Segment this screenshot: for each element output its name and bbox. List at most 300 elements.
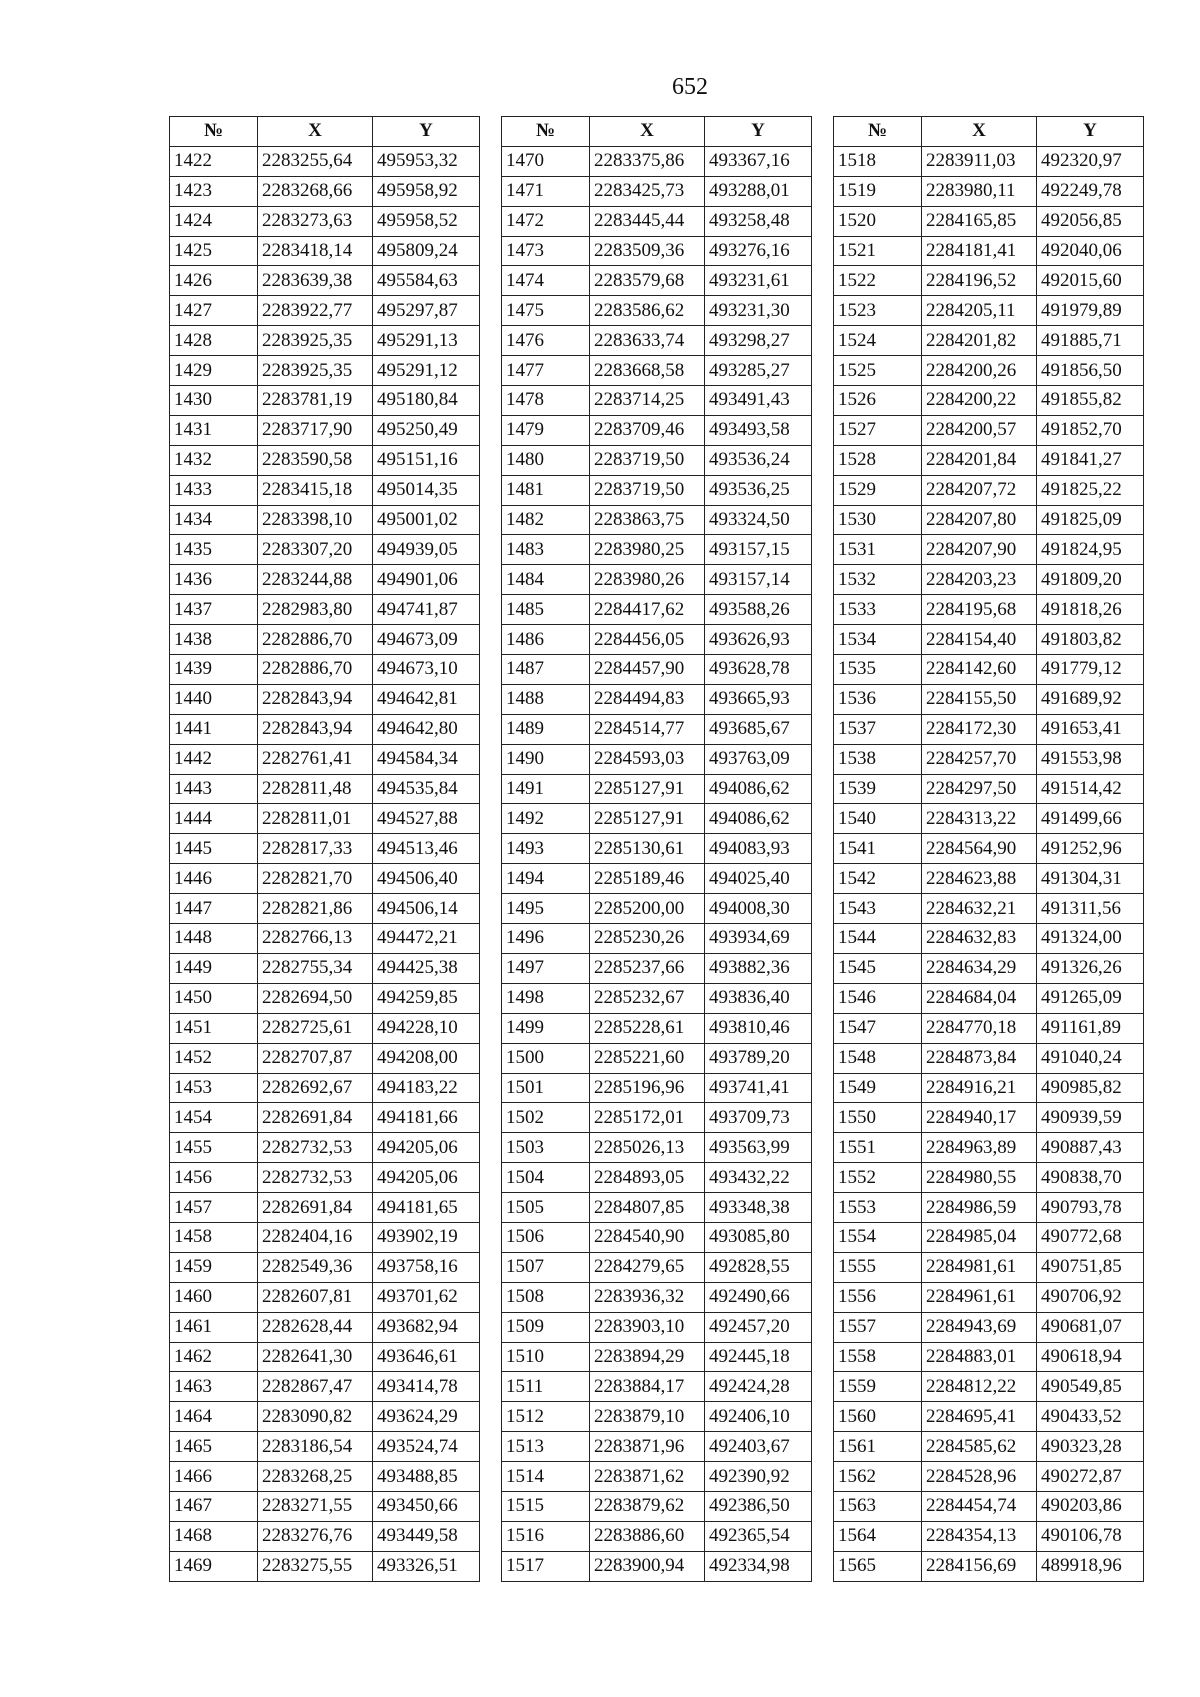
cell-number: 1477 bbox=[502, 356, 590, 386]
cell-x: 2283900,94 bbox=[590, 1551, 705, 1581]
cell-x: 2284883,01 bbox=[922, 1342, 1037, 1372]
cell-x: 2282766,13 bbox=[258, 924, 373, 954]
cell-y: 491824,95 bbox=[1037, 535, 1144, 565]
cell-number: 1441 bbox=[170, 714, 258, 744]
cell-number: 1561 bbox=[834, 1432, 922, 1462]
table-row bbox=[170, 1043, 480, 1073]
table-row bbox=[502, 1402, 812, 1432]
table-row bbox=[502, 1282, 812, 1312]
table-header-row bbox=[502, 117, 812, 147]
cell-y: 493624,29 bbox=[373, 1402, 480, 1432]
cell-y: 490681,07 bbox=[1037, 1312, 1144, 1342]
cell-number: 1563 bbox=[834, 1491, 922, 1521]
cell-x: 2284195,68 bbox=[922, 595, 1037, 625]
cell-y: 493836,40 bbox=[705, 983, 812, 1013]
cell-x: 2285230,26 bbox=[590, 924, 705, 954]
cell-number: 1470 bbox=[502, 146, 590, 176]
cell-x: 2283425,73 bbox=[590, 176, 705, 206]
cell-number: 1430 bbox=[170, 386, 258, 416]
cell-x: 2284181,41 bbox=[922, 236, 1037, 266]
table-row bbox=[834, 744, 1144, 774]
cell-x: 2284873,84 bbox=[922, 1043, 1037, 1073]
cell-y: 494584,34 bbox=[373, 744, 480, 774]
table-row bbox=[834, 1312, 1144, 1342]
cell-y: 490838,70 bbox=[1037, 1163, 1144, 1193]
cell-x: 2283714,25 bbox=[590, 386, 705, 416]
cell-y: 494673,10 bbox=[373, 655, 480, 685]
cell-x: 2284684,04 bbox=[922, 983, 1037, 1013]
cell-x: 2283273,63 bbox=[258, 206, 373, 236]
cell-number: 1496 bbox=[502, 924, 590, 954]
cell-x: 2285127,91 bbox=[590, 804, 705, 834]
cell-y: 492365,54 bbox=[705, 1521, 812, 1551]
cell-x: 2283633,74 bbox=[590, 326, 705, 356]
cell-x: 2284417,62 bbox=[590, 595, 705, 625]
cell-number: 1428 bbox=[170, 326, 258, 356]
table-row bbox=[834, 1402, 1144, 1432]
cell-x: 2282691,84 bbox=[258, 1193, 373, 1223]
cell-y: 493324,50 bbox=[705, 505, 812, 535]
cell-x: 2284916,21 bbox=[922, 1073, 1037, 1103]
table-row bbox=[170, 1462, 480, 1492]
cell-number: 1469 bbox=[170, 1551, 258, 1581]
cell-x: 2285228,61 bbox=[590, 1013, 705, 1043]
cell-y: 494506,40 bbox=[373, 864, 480, 894]
cell-x: 2282817,33 bbox=[258, 834, 373, 864]
cell-x: 2283418,14 bbox=[258, 236, 373, 266]
cell-number: 1484 bbox=[502, 565, 590, 595]
cell-y: 491825,09 bbox=[1037, 505, 1144, 535]
cell-number: 1478 bbox=[502, 386, 590, 416]
cell-y: 494535,84 bbox=[373, 774, 480, 804]
cell-x: 2284695,41 bbox=[922, 1402, 1037, 1432]
cell-number: 1443 bbox=[170, 774, 258, 804]
cell-number: 1456 bbox=[170, 1163, 258, 1193]
cell-x: 2282755,34 bbox=[258, 953, 373, 983]
cell-number: 1558 bbox=[834, 1342, 922, 1372]
cell-number: 1506 bbox=[502, 1222, 590, 1252]
cell-x: 2284200,26 bbox=[922, 356, 1037, 386]
table-row bbox=[834, 1462, 1144, 1492]
table-row bbox=[170, 864, 480, 894]
cell-y: 494259,85 bbox=[373, 983, 480, 1013]
cell-number: 1439 bbox=[170, 655, 258, 685]
cell-y: 494901,06 bbox=[373, 565, 480, 595]
table-row bbox=[834, 445, 1144, 475]
table-row bbox=[502, 1222, 812, 1252]
header-number: № bbox=[170, 117, 258, 147]
cell-number: 1552 bbox=[834, 1163, 922, 1193]
cell-y: 493367,16 bbox=[705, 146, 812, 176]
cell-number: 1523 bbox=[834, 296, 922, 326]
cell-y: 493414,78 bbox=[373, 1372, 480, 1402]
cell-number: 1533 bbox=[834, 595, 922, 625]
cell-y: 493701,62 bbox=[373, 1282, 480, 1312]
cell-x: 2284963,89 bbox=[922, 1133, 1037, 1163]
cell-y: 494086,62 bbox=[705, 804, 812, 834]
cell-number: 1514 bbox=[502, 1462, 590, 1492]
table-row bbox=[170, 1312, 480, 1342]
cell-y: 493758,16 bbox=[373, 1252, 480, 1282]
table-row bbox=[170, 983, 480, 1013]
table-row bbox=[834, 655, 1144, 685]
cell-x: 2282607,81 bbox=[258, 1282, 373, 1312]
table-row bbox=[834, 176, 1144, 206]
cell-y: 493085,80 bbox=[705, 1222, 812, 1252]
cell-y: 495953,32 bbox=[373, 146, 480, 176]
cell-x: 2284456,05 bbox=[590, 625, 705, 655]
page-number: 652 bbox=[672, 74, 708, 100]
table-header-row bbox=[170, 117, 480, 147]
cell-x: 2285130,61 bbox=[590, 834, 705, 864]
cell-x: 2283590,58 bbox=[258, 445, 373, 475]
cell-number: 1495 bbox=[502, 894, 590, 924]
cell-y: 489918,96 bbox=[1037, 1551, 1144, 1581]
cell-y: 490751,85 bbox=[1037, 1252, 1144, 1282]
table-row bbox=[170, 834, 480, 864]
table-row bbox=[502, 864, 812, 894]
cell-x: 2282732,53 bbox=[258, 1133, 373, 1163]
header-y: Y bbox=[705, 117, 812, 147]
cell-x: 2283415,18 bbox=[258, 475, 373, 505]
cell-x: 2285189,46 bbox=[590, 864, 705, 894]
cell-y: 491040,24 bbox=[1037, 1043, 1144, 1073]
cell-x: 2284155,50 bbox=[922, 684, 1037, 714]
table-row bbox=[170, 505, 480, 535]
cell-number: 1564 bbox=[834, 1521, 922, 1551]
cell-x: 2283586,62 bbox=[590, 296, 705, 326]
cell-x: 2284961,61 bbox=[922, 1282, 1037, 1312]
cell-number: 1453 bbox=[170, 1073, 258, 1103]
cell-x: 2284494,83 bbox=[590, 684, 705, 714]
cell-number: 1440 bbox=[170, 684, 258, 714]
cell-y: 495001,02 bbox=[373, 505, 480, 535]
cell-number: 1510 bbox=[502, 1342, 590, 1372]
table-row bbox=[834, 924, 1144, 954]
cell-y: 492249,78 bbox=[1037, 176, 1144, 206]
cell-x: 2284201,84 bbox=[922, 445, 1037, 475]
table-row bbox=[502, 1521, 812, 1551]
cell-y: 494208,00 bbox=[373, 1043, 480, 1073]
cell-y: 495151,16 bbox=[373, 445, 480, 475]
cell-x: 2284770,18 bbox=[922, 1013, 1037, 1043]
cell-x: 2283925,35 bbox=[258, 326, 373, 356]
table-row bbox=[170, 953, 480, 983]
table-row bbox=[502, 953, 812, 983]
cell-x: 2284207,72 bbox=[922, 475, 1037, 505]
cell-x: 2284623,88 bbox=[922, 864, 1037, 894]
coordinates-table-1 bbox=[169, 116, 480, 1582]
cell-number: 1540 bbox=[834, 804, 922, 834]
table-row bbox=[170, 415, 480, 445]
cell-y: 494008,30 bbox=[705, 894, 812, 924]
cell-number: 1482 bbox=[502, 505, 590, 535]
table-row bbox=[170, 1073, 480, 1103]
table-row bbox=[834, 625, 1144, 655]
table-row bbox=[834, 1013, 1144, 1043]
cell-number: 1557 bbox=[834, 1312, 922, 1342]
cell-y: 494181,66 bbox=[373, 1103, 480, 1133]
cell-y: 495291,13 bbox=[373, 326, 480, 356]
table-row bbox=[502, 714, 812, 744]
table-row bbox=[502, 1462, 812, 1492]
cell-y: 491653,41 bbox=[1037, 714, 1144, 744]
cell-y: 490323,28 bbox=[1037, 1432, 1144, 1462]
cell-y: 493288,01 bbox=[705, 176, 812, 206]
cell-x: 2285237,66 bbox=[590, 953, 705, 983]
cell-x: 2284200,22 bbox=[922, 386, 1037, 416]
table-row bbox=[502, 983, 812, 1013]
cell-x: 2282404,16 bbox=[258, 1222, 373, 1252]
cell-y: 491841,27 bbox=[1037, 445, 1144, 475]
table-row bbox=[834, 1342, 1144, 1372]
cell-y: 491818,26 bbox=[1037, 595, 1144, 625]
cell-x: 2284986,59 bbox=[922, 1193, 1037, 1223]
table-row bbox=[170, 326, 480, 356]
table-row bbox=[502, 894, 812, 924]
table-row bbox=[834, 1073, 1144, 1103]
header-x: X bbox=[258, 117, 373, 147]
cell-number: 1551 bbox=[834, 1133, 922, 1163]
table-row bbox=[502, 326, 812, 356]
cell-x: 2284142,60 bbox=[922, 655, 1037, 685]
table-row bbox=[502, 1013, 812, 1043]
cell-x: 2284807,85 bbox=[590, 1193, 705, 1223]
table-row bbox=[502, 1312, 812, 1342]
table-row bbox=[170, 1551, 480, 1581]
table-row bbox=[170, 1402, 480, 1432]
cell-number: 1544 bbox=[834, 924, 922, 954]
cell-x: 2283244,88 bbox=[258, 565, 373, 595]
table-row bbox=[834, 206, 1144, 236]
table-row bbox=[502, 266, 812, 296]
cell-number: 1447 bbox=[170, 894, 258, 924]
cell-x: 2283894,29 bbox=[590, 1342, 705, 1372]
cell-number: 1518 bbox=[834, 146, 922, 176]
cell-number: 1422 bbox=[170, 146, 258, 176]
cell-y: 491803,82 bbox=[1037, 625, 1144, 655]
cell-y: 492445,18 bbox=[705, 1342, 812, 1372]
table-row bbox=[502, 1551, 812, 1581]
table-row bbox=[502, 1432, 812, 1462]
cell-y: 490203,86 bbox=[1037, 1491, 1144, 1521]
header-x: X bbox=[590, 117, 705, 147]
cell-number: 1471 bbox=[502, 176, 590, 206]
cell-y: 493682,94 bbox=[373, 1312, 480, 1342]
cell-x: 2282811,48 bbox=[258, 774, 373, 804]
table-row bbox=[502, 1043, 812, 1073]
cell-x: 2284207,90 bbox=[922, 535, 1037, 565]
cell-number: 1475 bbox=[502, 296, 590, 326]
table-row bbox=[502, 804, 812, 834]
table-row bbox=[170, 774, 480, 804]
cell-y: 494205,06 bbox=[373, 1133, 480, 1163]
table-row bbox=[170, 625, 480, 655]
cell-y: 493231,30 bbox=[705, 296, 812, 326]
table-row bbox=[170, 1372, 480, 1402]
cell-number: 1445 bbox=[170, 834, 258, 864]
table-row bbox=[834, 1043, 1144, 1073]
cell-number: 1424 bbox=[170, 206, 258, 236]
cell-x: 2283268,25 bbox=[258, 1462, 373, 1492]
cell-y: 493646,61 bbox=[373, 1342, 480, 1372]
table-row bbox=[502, 1372, 812, 1402]
cell-number: 1520 bbox=[834, 206, 922, 236]
cell-x: 2282821,70 bbox=[258, 864, 373, 894]
cell-number: 1499 bbox=[502, 1013, 590, 1043]
cell-y: 493626,93 bbox=[705, 625, 812, 655]
cell-y: 495584,63 bbox=[373, 266, 480, 296]
cell-x: 2284940,17 bbox=[922, 1103, 1037, 1133]
cell-y: 493157,14 bbox=[705, 565, 812, 595]
cell-y: 491979,89 bbox=[1037, 296, 1144, 326]
cell-y: 490772,68 bbox=[1037, 1222, 1144, 1252]
table-row bbox=[834, 535, 1144, 565]
cell-number: 1438 bbox=[170, 625, 258, 655]
cell-y: 493276,16 bbox=[705, 236, 812, 266]
cell-number: 1455 bbox=[170, 1133, 258, 1163]
cell-x: 2284156,69 bbox=[922, 1551, 1037, 1581]
table-row bbox=[170, 1222, 480, 1252]
table-row bbox=[170, 714, 480, 744]
cell-x: 2282867,47 bbox=[258, 1372, 373, 1402]
table-row bbox=[502, 206, 812, 236]
cell-number: 1429 bbox=[170, 356, 258, 386]
cell-x: 2284203,23 bbox=[922, 565, 1037, 595]
table-row bbox=[170, 475, 480, 505]
cell-y: 493157,15 bbox=[705, 535, 812, 565]
cell-number: 1451 bbox=[170, 1013, 258, 1043]
table-row bbox=[170, 1342, 480, 1372]
table-row bbox=[834, 804, 1144, 834]
cell-y: 493563,99 bbox=[705, 1133, 812, 1163]
cell-number: 1504 bbox=[502, 1163, 590, 1193]
cell-y: 491326,26 bbox=[1037, 953, 1144, 983]
cell-number: 1463 bbox=[170, 1372, 258, 1402]
cell-number: 1465 bbox=[170, 1432, 258, 1462]
cell-y: 495809,24 bbox=[373, 236, 480, 266]
cell-x: 2284257,70 bbox=[922, 744, 1037, 774]
cell-x: 2285221,60 bbox=[590, 1043, 705, 1073]
cell-y: 493902,19 bbox=[373, 1222, 480, 1252]
cell-y: 493934,69 bbox=[705, 924, 812, 954]
cell-y: 493763,09 bbox=[705, 744, 812, 774]
cell-number: 1536 bbox=[834, 684, 922, 714]
cell-x: 2283719,50 bbox=[590, 445, 705, 475]
cell-number: 1548 bbox=[834, 1043, 922, 1073]
cell-number: 1476 bbox=[502, 326, 590, 356]
cell-y: 493231,61 bbox=[705, 266, 812, 296]
cell-number: 1503 bbox=[502, 1133, 590, 1163]
cell-number: 1546 bbox=[834, 983, 922, 1013]
cell-number: 1554 bbox=[834, 1222, 922, 1252]
cell-y: 494741,87 bbox=[373, 595, 480, 625]
table-row bbox=[502, 655, 812, 685]
table-row bbox=[502, 505, 812, 535]
cell-x: 2282707,87 bbox=[258, 1043, 373, 1073]
table-row bbox=[502, 236, 812, 266]
cell-y: 494228,10 bbox=[373, 1013, 480, 1043]
cell-y: 490793,78 bbox=[1037, 1193, 1144, 1223]
coordinates-table-3 bbox=[833, 116, 1144, 1582]
cell-y: 495297,87 bbox=[373, 296, 480, 326]
cell-y: 492424,28 bbox=[705, 1372, 812, 1402]
cell-number: 1501 bbox=[502, 1073, 590, 1103]
cell-x: 2283925,35 bbox=[258, 356, 373, 386]
cell-number: 1423 bbox=[170, 176, 258, 206]
cell-x: 2284154,40 bbox=[922, 625, 1037, 655]
table-row bbox=[170, 146, 480, 176]
cell-number: 1433 bbox=[170, 475, 258, 505]
cell-x: 2283879,10 bbox=[590, 1402, 705, 1432]
cell-number: 1553 bbox=[834, 1193, 922, 1223]
table-row bbox=[834, 1282, 1144, 1312]
table-row bbox=[834, 1372, 1144, 1402]
table-row bbox=[502, 535, 812, 565]
cell-number: 1467 bbox=[170, 1491, 258, 1521]
table-row bbox=[834, 505, 1144, 535]
cell-x: 2283276,76 bbox=[258, 1521, 373, 1551]
cell-number: 1511 bbox=[502, 1372, 590, 1402]
cell-y: 493524,74 bbox=[373, 1432, 480, 1462]
cell-number: 1480 bbox=[502, 445, 590, 475]
table-row bbox=[502, 1193, 812, 1223]
cell-x: 2284165,85 bbox=[922, 206, 1037, 236]
table-row bbox=[834, 953, 1144, 983]
cell-number: 1437 bbox=[170, 595, 258, 625]
table-row bbox=[170, 356, 480, 386]
table-row bbox=[834, 1521, 1144, 1551]
cell-x: 2283579,68 bbox=[590, 266, 705, 296]
cell-y: 493298,27 bbox=[705, 326, 812, 356]
cell-y: 493588,26 bbox=[705, 595, 812, 625]
cell-number: 1434 bbox=[170, 505, 258, 535]
table-row bbox=[170, 1491, 480, 1521]
cell-x: 2282886,70 bbox=[258, 625, 373, 655]
table-row bbox=[502, 1163, 812, 1193]
cell-x: 2283719,50 bbox=[590, 475, 705, 505]
table-row bbox=[834, 146, 1144, 176]
table-row bbox=[170, 1193, 480, 1223]
header-number: № bbox=[834, 117, 922, 147]
cell-y: 493285,27 bbox=[705, 356, 812, 386]
table-row bbox=[170, 236, 480, 266]
cell-y: 492390,92 bbox=[705, 1462, 812, 1492]
cell-x: 2282691,84 bbox=[258, 1103, 373, 1133]
cell-y: 491252,96 bbox=[1037, 834, 1144, 864]
cell-x: 2282761,41 bbox=[258, 744, 373, 774]
table-row bbox=[502, 1133, 812, 1163]
cell-x: 2282694,50 bbox=[258, 983, 373, 1013]
cell-number: 1444 bbox=[170, 804, 258, 834]
cell-y: 490985,82 bbox=[1037, 1073, 1144, 1103]
cell-number: 1490 bbox=[502, 744, 590, 774]
table-row bbox=[170, 535, 480, 565]
cell-number: 1493 bbox=[502, 834, 590, 864]
cell-number: 1530 bbox=[834, 505, 922, 535]
cell-x: 2284196,52 bbox=[922, 266, 1037, 296]
table-row bbox=[834, 595, 1144, 625]
cell-y: 495250,49 bbox=[373, 415, 480, 445]
table-row bbox=[170, 445, 480, 475]
cell-number: 1494 bbox=[502, 864, 590, 894]
cell-y: 493628,78 bbox=[705, 655, 812, 685]
cell-x: 2284279,65 bbox=[590, 1252, 705, 1282]
table-row bbox=[502, 1491, 812, 1521]
cell-number: 1481 bbox=[502, 475, 590, 505]
cell-y: 492320,97 bbox=[1037, 146, 1144, 176]
table-row bbox=[170, 924, 480, 954]
